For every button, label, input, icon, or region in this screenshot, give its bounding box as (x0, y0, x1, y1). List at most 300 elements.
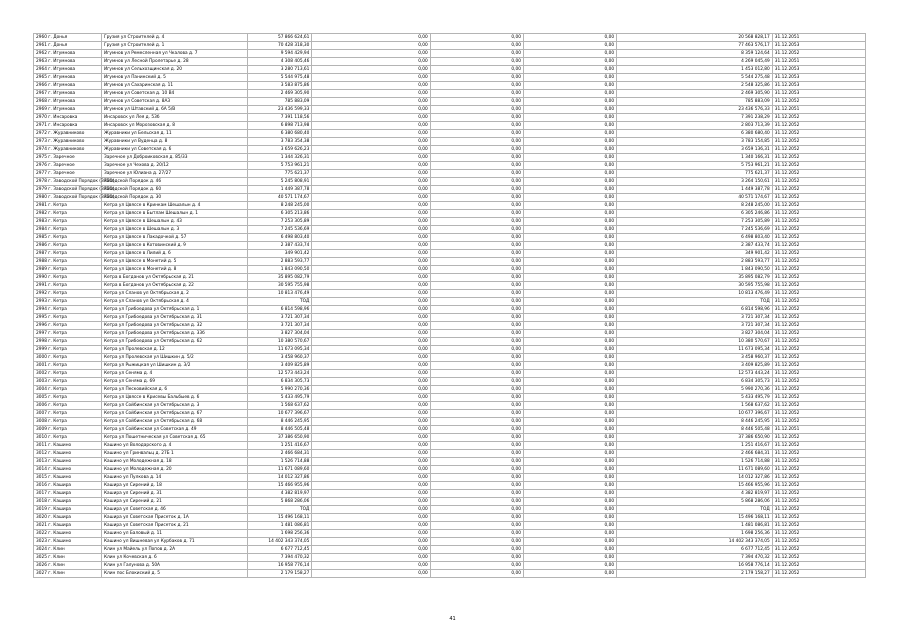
cell-address: Кетра ул Цвяссе в Монетий д. 5 (101, 258, 247, 266)
table-row (34, 410, 866, 418)
cell-row-number-locality: 3021 г. Кашира (34, 522, 102, 530)
cell-value-2: 0,00 (430, 186, 523, 194)
table-row (34, 194, 866, 202)
cell-due-date: 31.12.2052 (772, 114, 865, 122)
cell-value-1: 0,00 (312, 442, 430, 450)
cell-total-amount: 1 568 637,62 (247, 402, 312, 410)
cell-address: Заречное ул Чехова д. 20/12 (101, 162, 247, 170)
cell-address: Кетра ул Цвяссе в Котовинский д. 9 (101, 242, 247, 250)
cell-balance: 2 469 305,90 (617, 90, 773, 98)
cell-value-1: 0,00 (312, 194, 430, 202)
cell-total-amount: 15 496 168,11 (247, 514, 312, 522)
cell-total-amount: 8 446 505,48 (247, 426, 312, 434)
cell-due-date: 31.12.2051 (772, 106, 865, 114)
cell-row-number-locality: 3007 г. Кетра (34, 410, 102, 418)
cell-value-2: 0,00 (430, 338, 523, 346)
cell-balance: 2 883 593,77 (617, 258, 773, 266)
cell-value-1: 0,00 (312, 482, 430, 490)
cell-total-amount: 6 834 305,73 (247, 378, 312, 386)
cell-value-3: 0,00 (523, 426, 616, 434)
cell-balance: 2 387 433,74 (617, 242, 773, 250)
cell-row-number-locality: 2998 г. Кетра (34, 338, 102, 346)
cell-due-date: 31.12.2052 (772, 98, 865, 106)
cell-address: Игумнов ул Сахаринская д. 11 (101, 82, 247, 90)
cell-balance: 2 466 684,31 (617, 450, 773, 458)
cell-address: Кетра ул Цвяссе в Лилий д. 6 (101, 250, 247, 258)
cell-balance: 3 783 154,85 (617, 138, 773, 146)
cell-value-2: 0,00 (430, 442, 523, 450)
table-row (34, 154, 866, 162)
cell-balance: 6 677 712,45 (617, 546, 773, 554)
cell-balance: 5 544 275,48 (617, 74, 773, 82)
cell-due-date: 31.12.2052 (772, 130, 865, 138)
cell-row-number-locality: 2987 г. Кетра (34, 250, 102, 258)
cell-address: Инсаровск ул Морозовская д. 8 (101, 122, 247, 130)
cell-address: Кетра ул Цвяссе в Монетий д. 8 (101, 266, 247, 274)
cell-row-number-locality: 2984 г. Кетра (34, 226, 102, 234)
cell-address: Игумнов ул Лесной Пролетарье д. 28 (101, 58, 247, 66)
cell-row-number-locality: 2982 г. Кетра (34, 210, 102, 218)
cell-due-date: 31.12.2052 (772, 202, 865, 210)
cell-value-2: 0,00 (430, 274, 523, 282)
cell-row-number-locality: 2977 г. Заречное (34, 170, 102, 178)
cell-value-2: 0,00 (430, 226, 523, 234)
cell-balance: 6 305 246,86 (617, 210, 773, 218)
cell-due-date: 31.12.2052 (772, 434, 865, 442)
cell-value-1: 0,00 (312, 218, 430, 226)
cell-due-date: 31.12.2052 (772, 346, 865, 354)
cell-value-1: 0,00 (312, 146, 430, 154)
cell-total-amount: 11 671 089,60 (247, 466, 312, 474)
cell-balance: 3 264 150,61 (617, 178, 773, 186)
cell-value-1: 0,00 (312, 330, 430, 338)
cell-balance: 5 868 286,06 (617, 498, 773, 506)
cell-address: Заводской Порядок д. 30 (101, 194, 247, 202)
cell-balance: 1 453 012,80 (617, 66, 773, 74)
table-row (34, 562, 866, 570)
cell-value-1: 0,00 (312, 514, 430, 522)
cell-value-2: 0,00 (430, 330, 523, 338)
cell-value-2: 0,00 (430, 266, 523, 274)
cell-value-2: 0,00 (430, 170, 523, 178)
cell-address: Клин ул Галунова д. 50А (101, 562, 247, 570)
cell-address: Грузия ул Строителей д. 1 (101, 42, 247, 50)
cell-total-amount: 1 481 086,81 (247, 522, 312, 530)
cell-value-3: 0,00 (523, 90, 616, 98)
cell-value-1: 0,00 (312, 106, 430, 114)
cell-address: Кетра ул Сеняма д. 69 (101, 378, 247, 386)
cell-total-amount: 2 179 158,27 (247, 570, 312, 578)
cell-value-2: 0,00 (430, 218, 523, 226)
cell-balance: 3 827 304,04 (617, 330, 773, 338)
cell-value-2: 0,00 (430, 282, 523, 290)
cell-value-2: 0,00 (430, 146, 523, 154)
cell-value-2: 0,00 (430, 162, 523, 170)
cell-row-number-locality: 2993 г. Кетра (34, 298, 102, 306)
cell-value-3: 0,00 (523, 498, 616, 506)
cell-value-1: 0,00 (312, 122, 430, 130)
cell-row-number-locality: 2962 г. Игумнова (34, 50, 102, 58)
cell-total-amount: 10 677 396,67 (247, 410, 312, 418)
cell-due-date: 31.12.2052 (772, 362, 865, 370)
cell-value-3: 0,00 (523, 42, 616, 50)
cell-value-2: 0,00 (430, 410, 523, 418)
cell-address: Клин ул Майель ул Попов д. 2А (101, 546, 247, 554)
cell-due-date: 31.12.2051 (772, 426, 865, 434)
cell-address: Кетра ул Цвяссе в Шешалын д. 43 (101, 218, 247, 226)
cell-total-amount: 5 868 286,06 (247, 498, 312, 506)
cell-address: Кетра ул Грибоедова ул Октябрьская д. 1 (101, 306, 247, 314)
cell-balance: 40 571 174,67 (617, 194, 773, 202)
table-row (34, 98, 866, 106)
table-row (34, 210, 866, 218)
cell-balance: 30 595 755,98 (617, 282, 773, 290)
cell-address: Игумнов ул Штавский д. 6А 5/В (101, 106, 247, 114)
cell-due-date: 31.12.2052 (772, 338, 865, 346)
cell-value-2: 0,00 (430, 378, 523, 386)
table-row (34, 474, 866, 482)
cell-address: Кетра ул Пошетническая ул Советская д. 65 (101, 434, 247, 442)
cell-value-2: 0,00 (430, 474, 523, 482)
cell-row-number-locality: 3027 г. Клин (34, 570, 102, 578)
cell-due-date: 31.12.2052 (772, 322, 865, 330)
cell-total-amount: 14 012 327,86 (247, 474, 312, 482)
cell-total-amount: 8 446 245,95 (247, 418, 312, 426)
cell-value-1: 0,00 (312, 474, 430, 482)
cell-total-amount: 3 458 960,37 (247, 354, 312, 362)
cell-value-2: 0,00 (430, 562, 523, 570)
table-row (34, 178, 866, 186)
table-row (34, 490, 866, 498)
table-row (34, 314, 866, 322)
cell-value-2: 0,00 (430, 546, 523, 554)
cell-row-number-locality: 3020 г. Кашира (34, 514, 102, 522)
cell-due-date: 31.12.2052 (772, 490, 865, 498)
table-row (34, 114, 866, 122)
table-row (34, 122, 866, 130)
cell-value-3: 0,00 (523, 154, 616, 162)
cell-total-amount: 3 409 825,89 (247, 362, 312, 370)
cell-address: Клин пос Блокиский д. 5 (101, 570, 247, 578)
cell-value-3: 0,00 (523, 474, 616, 482)
cell-value-2: 0,00 (430, 290, 523, 298)
cell-total-amount: 2 469 305,90 (247, 90, 312, 98)
cell-address: Кетра ул Сойбинская ул Октябрьская д. 67 (101, 410, 247, 418)
cell-value-1: 0,00 (312, 34, 430, 42)
cell-value-3: 0,00 (523, 250, 616, 258)
cell-balance: 11 671 089,60 (617, 466, 773, 474)
cell-address: Кетра ул Грибоедова ул Октябрьская д. 32 (101, 322, 247, 330)
cell-value-1: 0,00 (312, 186, 430, 194)
cell-value-3: 0,00 (523, 554, 616, 562)
cell-balance: 1 251 416,67 (617, 442, 773, 450)
cell-row-number-locality: 2997 г. Кетра (34, 330, 102, 338)
cell-value-3: 0,00 (523, 242, 616, 250)
table-row (34, 306, 866, 314)
cell-value-2: 0,00 (430, 530, 523, 538)
cell-row-number-locality: 2979 г. Заводской Порядок (ЗАТО) (34, 186, 102, 194)
cell-total-amount: 5 753 961,21 (247, 162, 312, 170)
cell-due-date: 31.12.2052 (772, 570, 865, 578)
cell-row-number-locality: 2981 г. Кетра (34, 202, 102, 210)
cell-due-date: 31.12.2052 (772, 266, 865, 274)
cell-balance: 1 526 714,88 (617, 458, 773, 466)
cell-row-number-locality: 3026 г. Клин (34, 562, 102, 570)
cell-value-2: 0,00 (430, 322, 523, 330)
table-row (34, 402, 866, 410)
cell-value-1: 0,00 (312, 234, 430, 242)
cell-value-3: 0,00 (523, 522, 616, 530)
cell-value-2: 0,00 (430, 402, 523, 410)
cell-value-2: 0,00 (430, 74, 523, 82)
cell-value-1: 0,00 (312, 458, 430, 466)
cell-value-3: 0,00 (523, 306, 616, 314)
cell-value-1: 0,00 (312, 554, 430, 562)
cell-value-1: 0,00 (312, 242, 430, 250)
cell-value-1: 0,00 (312, 498, 430, 506)
cell-address: Кетра ул Песковийская д. 6 (101, 386, 247, 394)
table-row (34, 218, 866, 226)
cell-address: Журавники ул Советская д. 6 (101, 146, 247, 154)
cell-row-number-locality: 3025 г. Клин (34, 554, 102, 562)
cell-total-amount: 3 280 713,61 (247, 66, 312, 74)
table-row (34, 482, 866, 490)
cell-due-date: 31.12.2051 (772, 58, 865, 66)
cell-value-1: 0,00 (312, 298, 430, 306)
cell-due-date: 31.12.2052 (772, 378, 865, 386)
table-row (34, 394, 866, 402)
cell-due-date: 31.12.2053 (772, 42, 865, 50)
cell-total-amount: 785 883,09 (247, 98, 312, 106)
cell-total-amount: 3 721 307,34 (247, 314, 312, 322)
table-row (34, 362, 866, 370)
cell-balance: 14 402 343 374,05 (617, 538, 773, 546)
cell-due-date: 31.12.2052 (772, 562, 865, 570)
cell-row-number-locality: 2971 г. Инсаровка (34, 122, 102, 130)
cell-value-1: 0,00 (312, 506, 430, 514)
cell-row-number-locality: 3014 г. Кашино (34, 466, 102, 474)
cell-value-1: 0,00 (312, 378, 430, 386)
cell-balance: 77 463 576,17 (617, 42, 773, 50)
cell-value-3: 0,00 (523, 386, 616, 394)
cell-total-amount: 2 883 593,77 (247, 258, 312, 266)
cell-balance: 6 380 680,40 (617, 130, 773, 138)
cell-due-date: 31.12.2052 (772, 554, 865, 562)
cell-value-3: 0,00 (523, 82, 616, 90)
cell-address: Кашира ул Советская Присеток д. 1А (101, 514, 247, 522)
cell-value-1: 0,00 (312, 402, 430, 410)
cell-due-date: 31.12.2052 (772, 194, 865, 202)
cell-row-number-locality: 3016 г. Кашира (34, 482, 102, 490)
cell-row-number-locality: 3015 г. Кашино (34, 474, 102, 482)
table-row (34, 82, 866, 90)
cell-due-date: 31.12.2052 (772, 530, 865, 538)
cell-address: Кетра ул Цвяссе в Шешалын д. 3 (101, 226, 247, 234)
cell-balance: 2 548 325,86 (617, 82, 773, 90)
cell-row-number-locality: 2965 г. Игумнова (34, 74, 102, 82)
cell-value-1: 0,00 (312, 178, 430, 186)
cell-value-3: 0,00 (523, 378, 616, 386)
cell-balance: 1 843 090,50 (617, 266, 773, 274)
cell-balance: 16 958 776,14 (617, 562, 773, 570)
cell-value-2: 0,00 (430, 370, 523, 378)
cell-total-amount: 14 402 343 374,05 (247, 538, 312, 546)
cell-address: Заводской Порядок д. 60 (101, 186, 247, 194)
table-row (34, 458, 866, 466)
cell-value-2: 0,00 (430, 490, 523, 498)
cell-balance: 15 466 955,96 (617, 482, 773, 490)
cell-due-date: 31.12.2053 (772, 82, 865, 90)
cell-row-number-locality: 3022 г. Кашино (34, 530, 102, 538)
cell-row-number-locality: 3004 г. Кетра (34, 386, 102, 394)
cell-value-1: 0,00 (312, 538, 430, 546)
cell-balance: 6 834 305,73 (617, 378, 773, 386)
cell-value-1: 0,00 (312, 154, 430, 162)
cell-balance: 775 621,37 (617, 170, 773, 178)
cell-row-number-locality: 3006 г. Кетра (34, 402, 102, 410)
cell-total-amount: 3 721 307,34 (247, 322, 312, 330)
cell-value-1: 0,00 (312, 346, 430, 354)
cell-value-1: 0,00 (312, 82, 430, 90)
cell-address: Игумнов ул Сельхозщинская д. 20 (101, 66, 247, 74)
table-row (34, 234, 866, 242)
cell-value-1: 0,00 (312, 434, 430, 442)
cell-row-number-locality: 2994 г. Кетра (34, 306, 102, 314)
cell-due-date: 31.12.2052 (772, 258, 865, 266)
cell-due-date: 31.12.2052 (772, 474, 865, 482)
cell-balance: 349 901,42 (617, 250, 773, 258)
cell-value-1: 0,00 (312, 426, 430, 434)
cell-total-amount: ТОД (247, 506, 312, 514)
cell-row-number-locality: 3009 г. Кетра (34, 426, 102, 434)
cell-row-number-locality: 2969 г. Игумнова (34, 106, 102, 114)
cell-due-date: 31.12.2051 (772, 34, 865, 42)
table-row (34, 274, 866, 282)
cell-value-2: 0,00 (430, 66, 523, 74)
cell-row-number-locality: 2960 г. Донья (34, 34, 102, 42)
cell-total-amount: 35 895 082,79 (247, 274, 312, 282)
cell-due-date: 31.12.2052 (772, 522, 865, 530)
cell-due-date: 31.12.2052 (772, 354, 865, 362)
cell-row-number-locality: 2968 г. Игумнова (34, 98, 102, 106)
cell-row-number-locality: 2986 г. Кетра (34, 242, 102, 250)
cell-total-amount: 4 308 405,46 (247, 58, 312, 66)
cell-due-date: 31.12.2052 (772, 498, 865, 506)
table-row (34, 34, 866, 42)
cell-value-1: 0,00 (312, 226, 430, 234)
cell-balance: 1 481 086,81 (617, 522, 773, 530)
cell-address: Кетра ул Цвяссе в Бытлам Шешалын д. 1 (101, 210, 247, 218)
table-row (34, 322, 866, 330)
cell-address: Игумнов ул Ремесленная ул Чкалова д. 7 (101, 50, 247, 58)
table-row (34, 570, 866, 578)
cell-total-amount: 6 380 680,40 (247, 130, 312, 138)
cell-value-2: 0,00 (430, 58, 523, 66)
cell-balance: 1 698 256,36 (617, 530, 773, 538)
cell-value-3: 0,00 (523, 482, 616, 490)
cell-total-amount: 7 245 536,69 (247, 226, 312, 234)
cell-row-number-locality: 2966 г. Игумнова (34, 82, 102, 90)
cell-row-number-locality: 3018 г. Кашира (34, 498, 102, 506)
cell-row-number-locality: 2970 г. Инсаровка (34, 114, 102, 122)
cell-address: Кетра ул Сойбинская ул Октябрьская д. 68 (101, 418, 247, 426)
cell-value-1: 0,00 (312, 90, 430, 98)
cell-value-3: 0,00 (523, 538, 616, 546)
cell-due-date: 31.12.2052 (772, 50, 865, 58)
cell-due-date: 31.12.2052 (772, 154, 865, 162)
page-number: 41 (449, 616, 456, 622)
cell-value-3: 0,00 (523, 282, 616, 290)
cell-due-date: 31.12.2052 (772, 418, 865, 426)
cell-value-3: 0,00 (523, 274, 616, 282)
cell-value-1: 0,00 (312, 362, 430, 370)
cell-value-3: 0,00 (523, 170, 616, 178)
cell-value-3: 0,00 (523, 138, 616, 146)
cell-balance: 1 449 387,78 (617, 186, 773, 194)
table-row (34, 418, 866, 426)
cell-value-2: 0,00 (430, 178, 523, 186)
table-row (34, 74, 866, 82)
cell-value-1: 0,00 (312, 266, 430, 274)
cell-total-amount: 6 898 713,98 (247, 122, 312, 130)
cell-row-number-locality: 2974 г. Журавниково (34, 146, 102, 154)
cell-address: Журавники ул Вуденца д. 8 (101, 138, 247, 146)
cell-value-2: 0,00 (430, 306, 523, 314)
cell-value-1: 0,00 (312, 546, 430, 554)
table-row (34, 258, 866, 266)
cell-row-number-locality: 2967 г. Игумнова (34, 90, 102, 98)
cell-value-2: 0,00 (430, 354, 523, 362)
cell-value-3: 0,00 (523, 226, 616, 234)
cell-balance: 3 721 307,34 (617, 314, 773, 322)
cell-value-3: 0,00 (523, 50, 616, 58)
cell-row-number-locality: 2972 г. Журавниково (34, 130, 102, 138)
cell-value-1: 0,00 (312, 410, 430, 418)
cell-value-2: 0,00 (430, 234, 523, 242)
cell-address: Кетра в Богданов ул Октябрьская д. 21 (101, 274, 247, 282)
cell-value-1: 0,00 (312, 338, 430, 346)
cell-balance: 11 673 095,34 (617, 346, 773, 354)
cell-value-2: 0,00 (430, 522, 523, 530)
cell-total-amount: 1 526 714,88 (247, 458, 312, 466)
cell-value-2: 0,00 (430, 138, 523, 146)
cell-value-3: 0,00 (523, 330, 616, 338)
cell-row-number-locality: 3000 г. Кетра (34, 354, 102, 362)
cell-address: Кашира ул Советская д. 46 (101, 506, 247, 514)
cell-value-3: 0,00 (523, 210, 616, 218)
cell-due-date: 31.12.2052 (772, 218, 865, 226)
cell-address: Кетра ул Сойбинская ул Октябрьская д. 3 (101, 402, 247, 410)
cell-total-amount: 7 253 305,89 (247, 218, 312, 226)
cell-due-date: 31.12.2052 (772, 274, 865, 282)
cell-value-1: 0,00 (312, 562, 430, 570)
cell-balance: 6 498 803,40 (617, 234, 773, 242)
cell-balance: 3 721 307,34 (617, 322, 773, 330)
cell-value-3: 0,00 (523, 298, 616, 306)
table-row (34, 434, 866, 442)
cell-value-1: 0,00 (312, 418, 430, 426)
cell-value-1: 0,00 (312, 210, 430, 218)
cell-total-amount: 7 394 470,32 (247, 554, 312, 562)
table-row (34, 554, 866, 562)
cell-value-1: 0,00 (312, 130, 430, 138)
cell-balance: 10 813 476,49 (617, 290, 773, 298)
cell-balance: 10 677 396,67 (617, 410, 773, 418)
table-row (34, 130, 866, 138)
cell-address: Кетра ул Сланов ул Октябрьская д. 2 (101, 290, 247, 298)
cell-value-2: 0,00 (430, 394, 523, 402)
table-row (34, 58, 866, 66)
